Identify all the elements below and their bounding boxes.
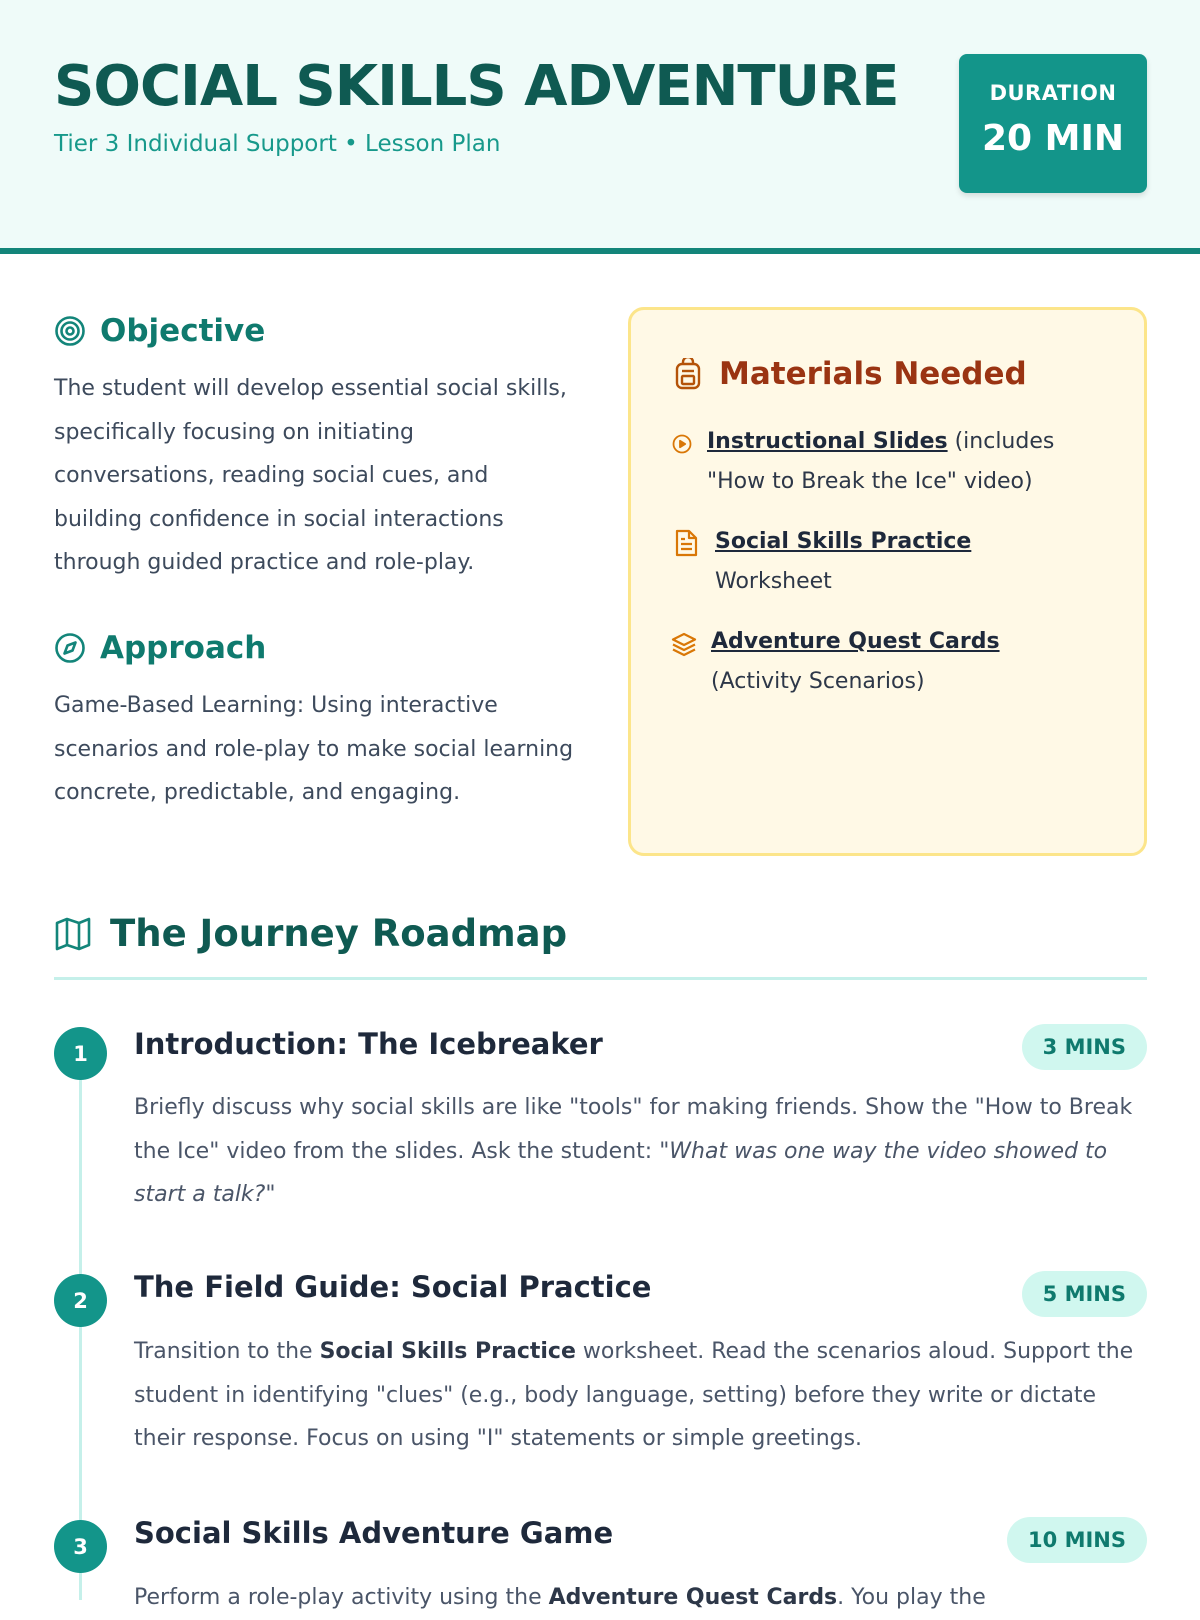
- step-text: worksheet. Read the scenarios aloud. Support the student in identifying "clues" (e.g., body language, setting) before they write or dictate their response. Focus on using "I" statements or simple greetings.: [134, 1339, 1134, 1451]
- approach-heading-row: [54, 630, 266, 666]
- step-title: Introduction: The Icebreaker: [134, 1027, 603, 1061]
- backpack-icon: [673, 358, 703, 390]
- approach-text: Game-Based Learning: Using interactive scenarios and role-play to make social learning concrete, predictable, and engaging.: [54, 693, 574, 805]
- approach-heading: Approach: [100, 630, 267, 666]
- roadmap-heading-row: [54, 912, 567, 955]
- page-subtitle: Tier 3 Individual Support • Lesson Plan: [54, 131, 501, 157]
- objective-heading: Objective: [100, 313, 266, 349]
- roadmap-divider: [54, 977, 1147, 980]
- duration-label: DURATION: [989, 81, 1117, 105]
- step-description: [134, 1576, 1149, 1620]
- duration-card: [959, 54, 1147, 193]
- step-time-badge: 10 MINS: [1007, 1517, 1147, 1563]
- map-icon: [54, 917, 92, 951]
- step-text: . You play the: [837, 1585, 986, 1610]
- materials-heading-row: [673, 356, 1027, 392]
- step-time-badge: 5 MINS: [1022, 1271, 1147, 1317]
- step-time-badge: 3 MINS: [1022, 1024, 1147, 1070]
- step-number: 3: [54, 1520, 107, 1573]
- step-text: Perform a role-play activity using the: [134, 1585, 549, 1610]
- step-number: 1: [54, 1027, 107, 1080]
- step-description: [134, 1086, 1149, 1217]
- step-number: 2: [54, 1274, 107, 1327]
- lesson-header: [0, 0, 1200, 254]
- adventure-quest-cards-link[interactable]: Adventure Quest Cards: [711, 629, 1000, 654]
- social-skills-practice-link[interactable]: Social Skills Practice: [715, 529, 972, 554]
- target-icon: [54, 315, 86, 347]
- objective-text: The student will develop essential social skills, specifically focusing on initiating conversations, reading social cues, and building confidence in social interactions through guided practice and role-play.: [54, 376, 567, 575]
- material-item: [671, 522, 1111, 602]
- step-text: Briefly discuss why social skills are like "tools" for making friends. Show the "How to Break the Ice" video from the slides. Ask the student:: [134, 1095, 1133, 1164]
- instructional-slides-link[interactable]: Instructional Slides: [707, 429, 948, 454]
- step-description: [134, 1330, 1149, 1461]
- material-detail: Worksheet: [715, 569, 832, 594]
- material-detail: (includes "How to Break the Ice" video): [707, 429, 1055, 494]
- timeline-line: [79, 1055, 82, 1600]
- duration-value: 20 MIN: [982, 118, 1124, 159]
- play-circle-icon: [671, 433, 693, 455]
- document-icon: [671, 528, 701, 558]
- page-title: SOCIAL SKILLS ADVENTURE: [54, 54, 899, 119]
- material-detail: (Activity Scenarios): [711, 669, 925, 694]
- step-title: Social Skills Adventure Game: [134, 1516, 614, 1550]
- step-text: Transition to the: [134, 1339, 320, 1364]
- compass-icon: [54, 632, 86, 664]
- step-bold-text: Adventure Quest Cards: [548, 1585, 838, 1610]
- material-item: [671, 422, 1111, 502]
- objective-heading-row: [54, 313, 265, 349]
- step-question: "What was one way the video showed to start a talk?": [134, 1138, 1108, 1207]
- materials-card: [628, 307, 1147, 856]
- roadmap-heading: The Journey Roadmap: [110, 912, 568, 955]
- material-item: [671, 622, 1111, 702]
- layers-icon: [671, 631, 697, 657]
- step-bold-text: Social Skills Practice: [319, 1339, 576, 1364]
- step-title: The Field Guide: Social Practice: [134, 1270, 652, 1304]
- materials-heading: Materials Needed: [719, 356, 1027, 392]
